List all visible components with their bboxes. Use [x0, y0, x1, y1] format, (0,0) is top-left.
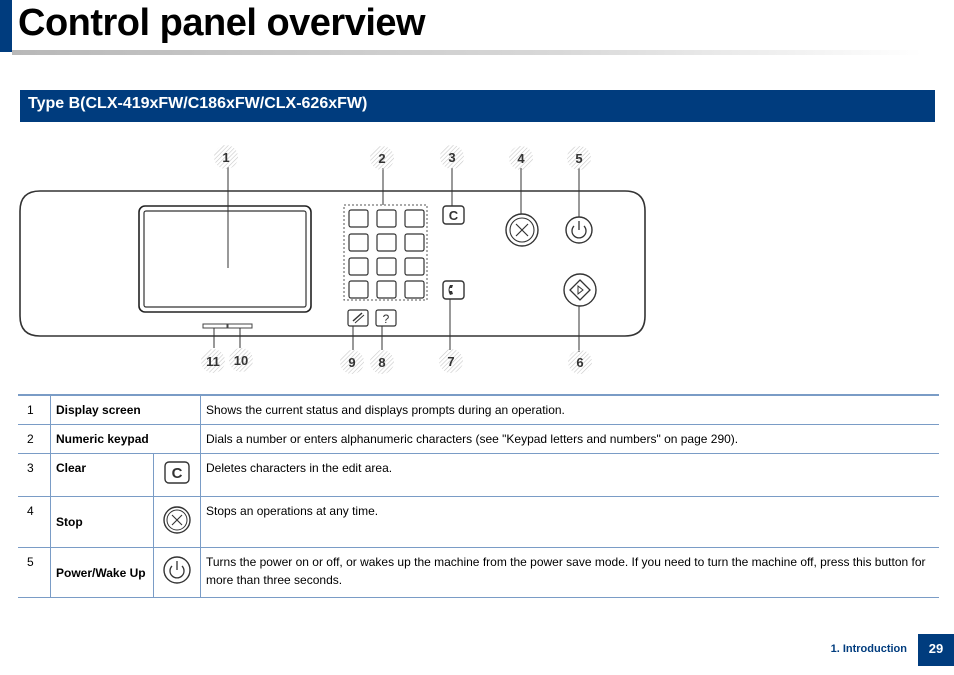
on-hook-button [443, 281, 464, 299]
control-panel-diagram [0, 140, 660, 380]
row-number: 4 [18, 497, 51, 548]
callout-9-label: 9 [348, 355, 356, 370]
section-header [20, 90, 935, 122]
title-accent-bar [0, 0, 12, 52]
panel-outline [20, 191, 645, 336]
row-icon-cell [154, 454, 201, 497]
callout-1-label: 1 [222, 150, 230, 165]
row-description: Turns the power on or off, or wakes up the machine from the power save mode. If you need to turn the machine off, press this button for more than three seconds. [201, 548, 940, 598]
stop-icon [162, 505, 192, 535]
callout-5 [567, 146, 591, 170]
callout-11-label: 11 [206, 354, 220, 369]
callout-2 [370, 146, 394, 170]
callout-3 [440, 145, 464, 169]
table-row [18, 548, 939, 598]
callout-2-label: 2 [378, 151, 386, 166]
callout-5-label: 5 [575, 151, 583, 166]
row-number: 1 [18, 395, 51, 425]
start-button [564, 274, 596, 306]
table-row [18, 425, 939, 454]
callout-7 [439, 349, 463, 373]
eco-button [348, 310, 368, 326]
svg-text:C: C [171, 464, 183, 482]
row-icon-cell [154, 548, 201, 598]
title-rule [12, 50, 922, 55]
power-icon [162, 555, 192, 585]
power-button [566, 217, 592, 243]
row-name: Display screen [51, 395, 201, 425]
row-name: Numeric keypad [51, 425, 201, 454]
callout-10 [229, 348, 253, 372]
clear-button [443, 206, 464, 224]
page-title: Control panel overview [18, 2, 426, 44]
row-description: Dials a number or enters alphanumeric characters (see "Keypad letters and numbers" on page 290). [201, 425, 940, 454]
callout-10-label: 10 [233, 353, 249, 368]
callout-8 [370, 350, 394, 374]
row-number: 2 [18, 425, 51, 454]
indicator-10 [228, 324, 252, 328]
row-name-text: Stop [56, 515, 83, 529]
svg-text:?: ? [382, 312, 390, 326]
row-name: Clear [51, 454, 154, 497]
clear-icon [164, 461, 190, 485]
table-row [18, 497, 939, 548]
row-description: Stops an operations at any time. [201, 497, 940, 548]
row-name [51, 497, 154, 548]
help-button [376, 310, 396, 326]
callout-6 [568, 350, 592, 374]
callout-4 [509, 146, 533, 170]
row-icon-cell [154, 497, 201, 548]
table-row [18, 395, 939, 425]
row-number: 3 [18, 454, 51, 497]
callout-9 [340, 350, 364, 374]
page-number: 29 [918, 634, 954, 666]
row-name: Power/Wake Up [51, 548, 154, 598]
callout-6-label: 6 [576, 355, 584, 370]
control-parts-table [18, 394, 939, 598]
table-row [18, 454, 939, 497]
svg-text:C: C [448, 208, 459, 223]
row-description: Deletes characters in the edit area. [201, 454, 940, 497]
callout-7-label: 7 [447, 354, 455, 369]
section-title: Type B(CLX-419xFW/C186xFW/CLX-626xFW) [28, 95, 368, 112]
row-number: 5 [18, 548, 51, 598]
callout-1 [214, 145, 238, 169]
row-description: Shows the current status and displays prompts during an operation. [201, 395, 940, 425]
footer-chapter: 1. Introduction [830, 643, 907, 655]
callout-8-label: 8 [378, 355, 386, 370]
indicator-11 [203, 324, 227, 328]
callout-4-label: 4 [517, 151, 525, 166]
stop-button [506, 214, 538, 246]
callout-11 [201, 349, 225, 373]
callout-3-label: 3 [448, 150, 456, 165]
